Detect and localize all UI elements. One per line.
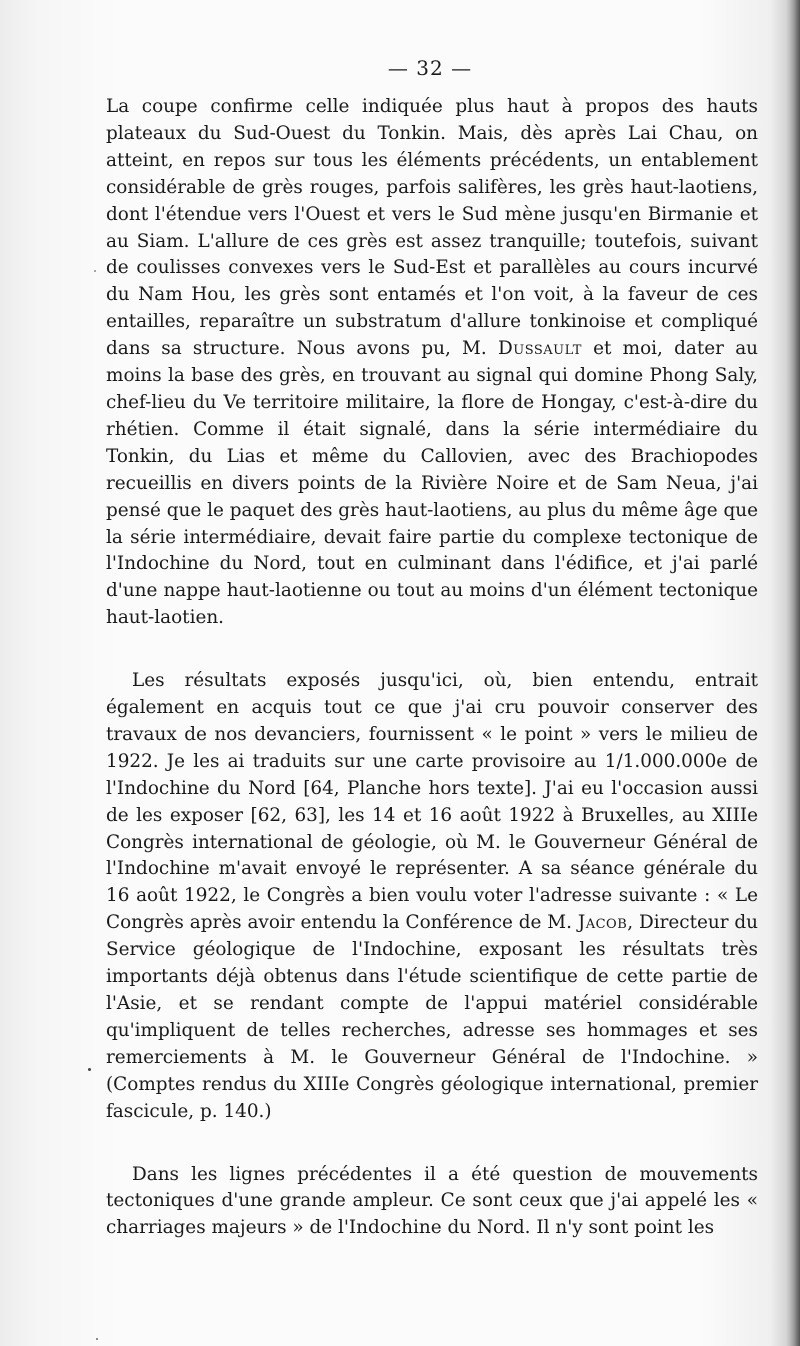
page-number: — 32 — — [387, 56, 473, 80]
paragraph-1-text: La coupe confirme celle indiquée plus haut à propos des hauts plateaux du Sud-Ouest du Tonkin. Mais, dès après Lai Chau, on atteint, en repos sur tous les éléments précédents, un entablement considérable de grès rouges, parfois salifères, les grès haut-laotiens, dont l'étendue vers l'Ouest et vers le Sud mène jusqu'en Birmanie et au Siam. L'allure de ces grès est assez tranquille; toutefois, suivant de coulisses convexes vers le Sud-Est et parallèles au cours incurvé du Nam Hou, les grès sont entamés et l'on voit, à la faveur de ces entailles, reparaître un substratum d'allure tonkinoise et compliqué dans sa structure. Nous avons pu, M. — [106, 96, 758, 360]
author-name-dussault: Dussault — [498, 338, 582, 360]
margin-dot — [96, 1338, 98, 1340]
binding-shadow — [786, 0, 800, 1346]
paragraph-3-text: Dans les lignes précédentes il a été question de mouvements tectoniques d'une grande ampleur. Ce sont ceux que j'ai appelé les « charriages majeurs » de l'Indochine du Nord. Il n'y sont point les — [106, 1163, 758, 1239]
margin-dot — [94, 270, 96, 272]
paragraph-gap — [106, 632, 758, 668]
paragraph-2-text: Les résultats exposés jusqu'ici, où, bien entendu, entrait également en acquis tout ce que j'ai cru pouvoir conserver des travaux de nos devanciers, fournissent « le point » vers le milieu de 1922. Je les ai traduits sur une carte provisoire au 1/1.000.000e de l'Indochine du Nord [64, Planche hors texte]. J'ai eu l'occasion aussi de les exposer [62, 63], les 14 et 16 août 1922 à Bruxelles, au XIIIe Congrès international de géologie, où M. le Gouverneur Général de l'Indochine m'avait envoyé le représenter. A sa séance générale du 16 août 1922, le Congrès a bien voulu voter l'adresse suivante : « Le Congrès après avoir entendu la Conférence de M. — [106, 670, 758, 934]
paragraph-2-text-continued: , Directeur du Service géologique de l'Indochine, exposant les résultats très importants déjà obtenus dans l'étude scientifique de cette partie de l'Asie, et se rendant compte de l'appui matériel considérable qu'impliquent de telles recherches, adresse ses hommages et ses remerciements à M. le Gouverneur Général de l'Indochine. » (Comptes rendus du XIIIe Congrès géologique international, premier fascicule, p. 140.) — [106, 912, 758, 1122]
paragraph-1-text-continued: et moi, dater au moins la base des grès, en trouvant au signal qui domine Phong Saly, chef-lieu du Ve territoire militaire, la flore de Hongay, c'est-à-dire du rhétien. Comme il était signalé, dans la série intermédiaire du Tonkin, du Lias et même du Callovien, avec des Brachiopodes recueillis en divers points de la Rivière Noire et de Sam Neua, j'ai pensé que le paquet des grès haut-laotiens, au plus du même âge que la série intermédiaire, devait faire partie du complexe tectonique de l'Indochine du Nord, tout en culminant dans l'édifice, et j'ai parlé d'une nappe haut-laotienne ou tout au moins d'un élément tectonique haut-laotien. — [106, 338, 759, 629]
paragraph-1 — [106, 94, 758, 632]
paragraph-3 — [106, 1162, 758, 1243]
paragraph-2 — [106, 668, 758, 1125]
author-name-jacob: Jacob — [577, 912, 628, 934]
margin-dot — [88, 1068, 91, 1071]
paragraph-gap — [106, 1126, 758, 1162]
body-text — [106, 94, 758, 1242]
